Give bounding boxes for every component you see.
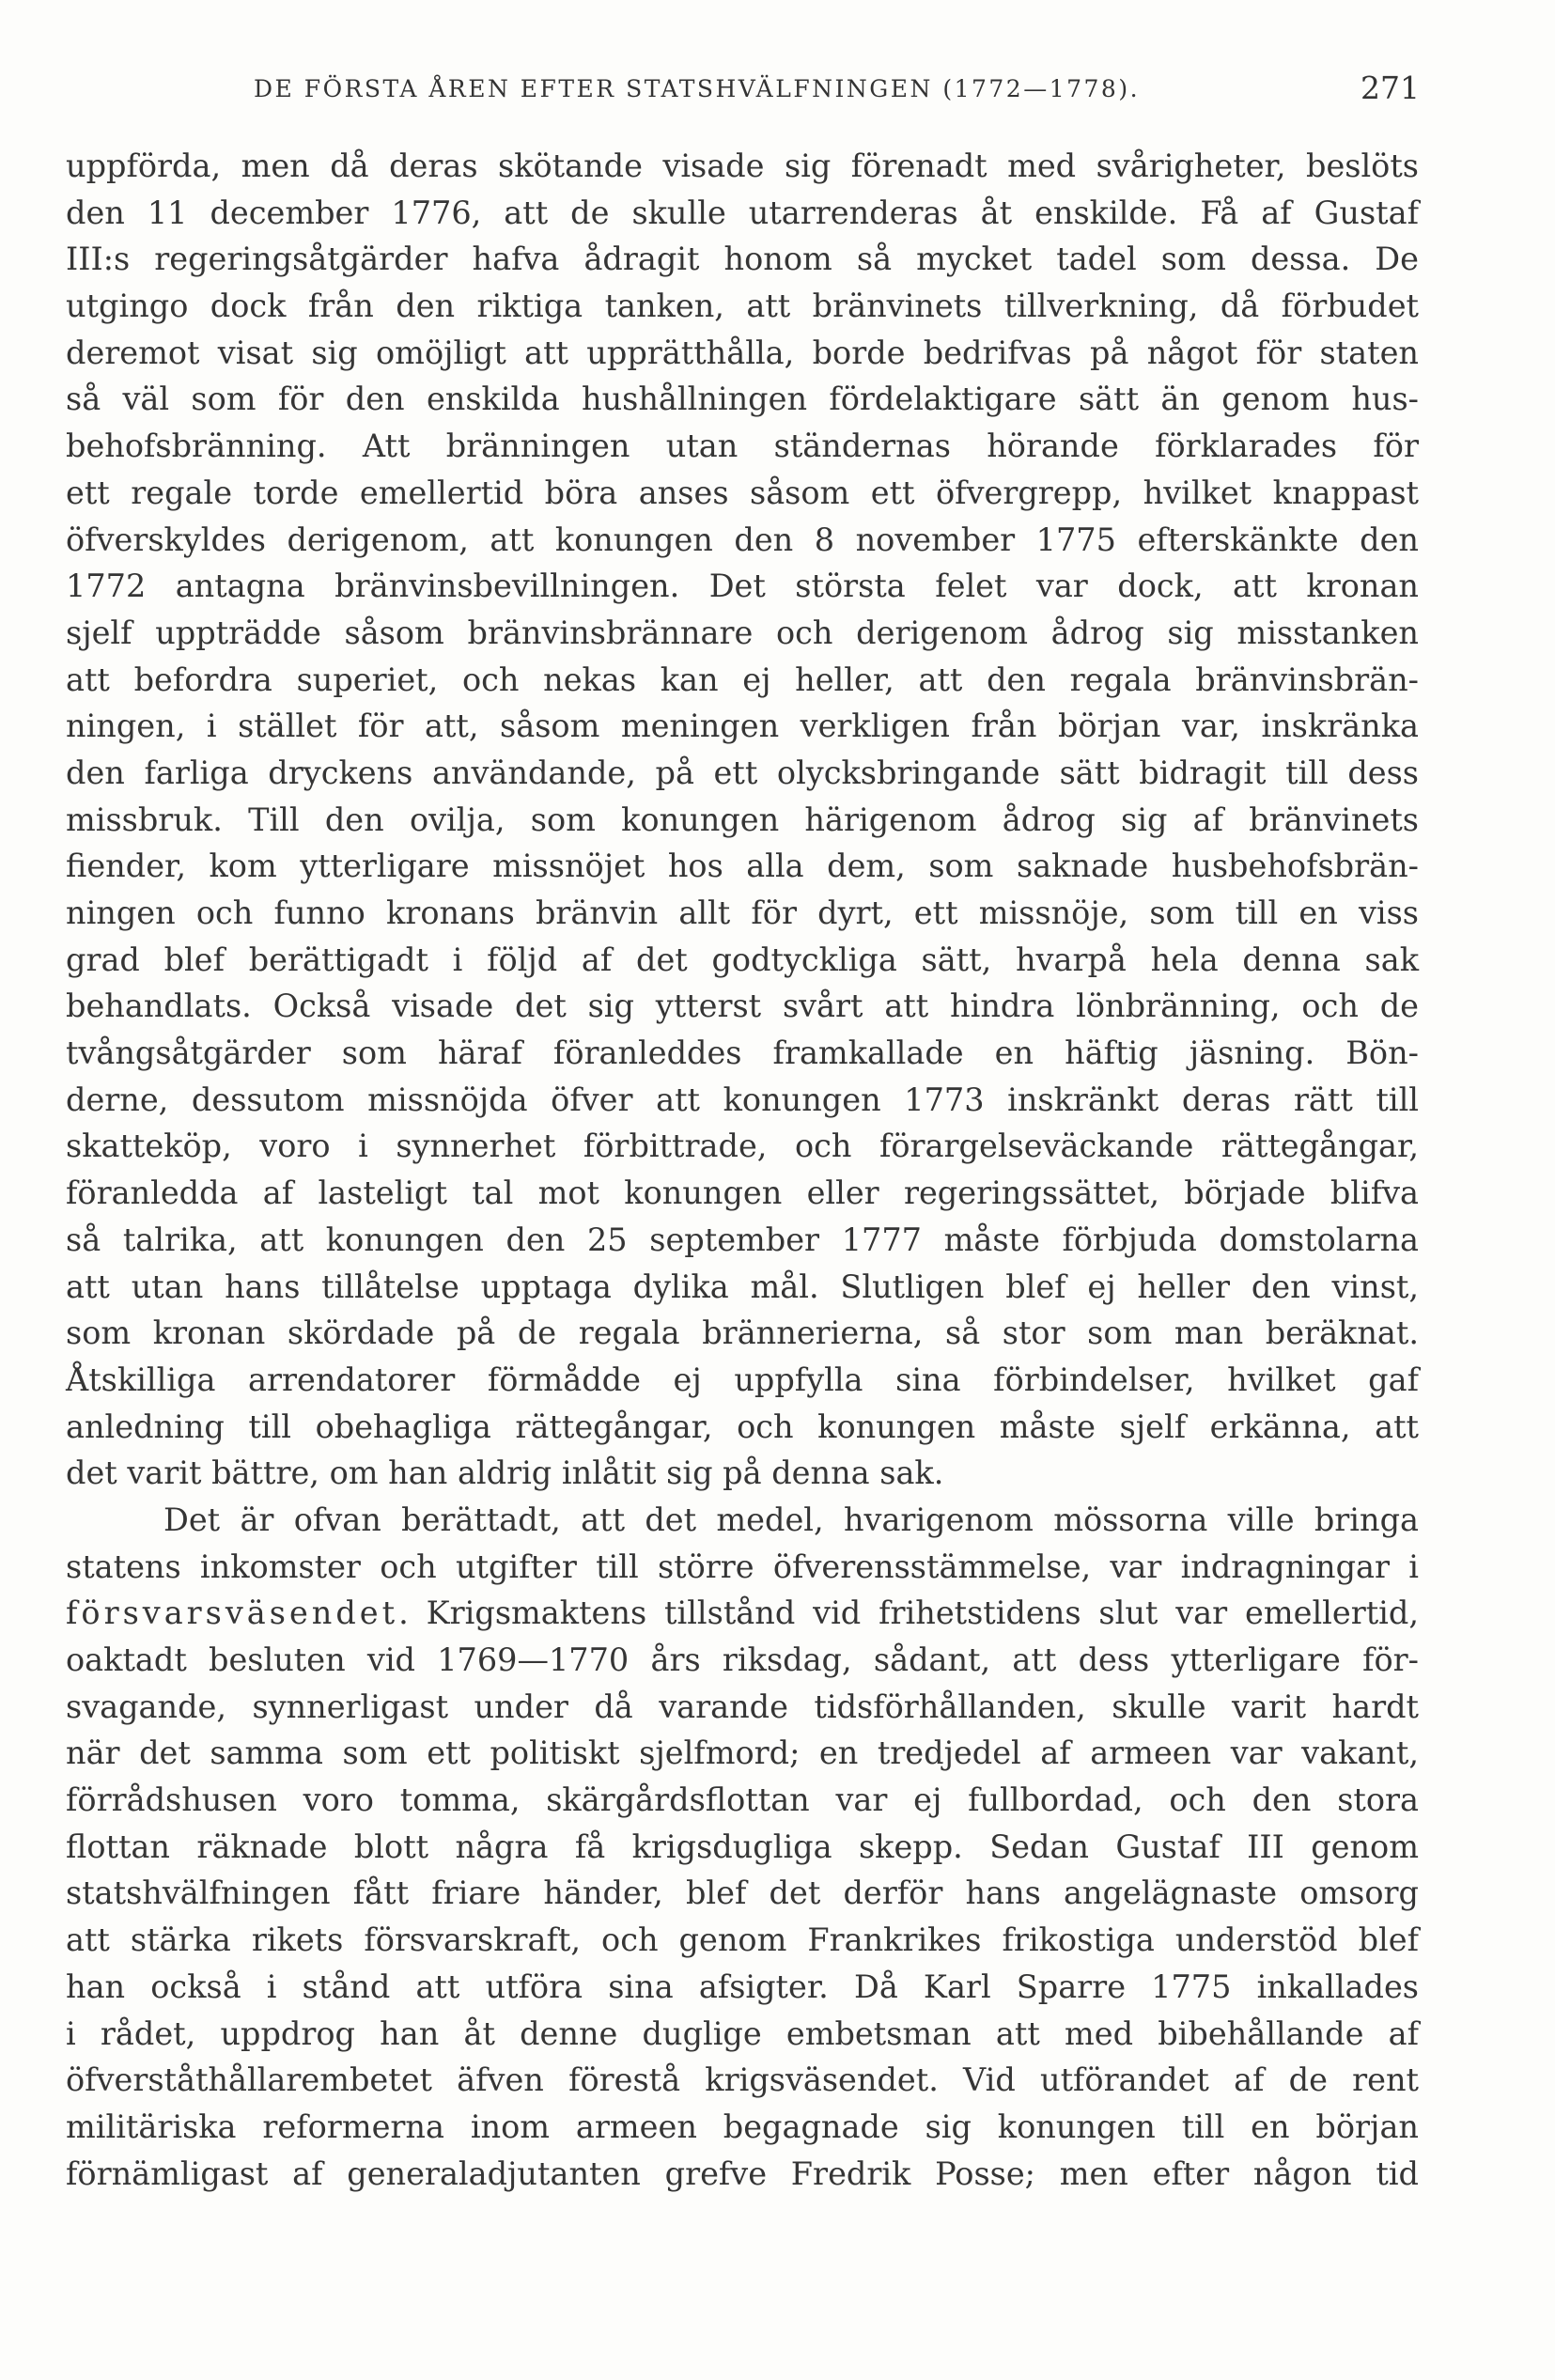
text-line: öfverskyldes derigenom, att konungen den 8 november 1775 efterskänkte den [66,521,1419,558]
text-line: statens inkomster och utgifter till större öfverensstämmelse, var indragningar i [66,1548,1419,1585]
text-line: så talrika, att konungen den 25 september 1777 måste förbjuda domstolarna [66,1221,1419,1258]
text-line: anledning till obehagliga rättegångar, och konungen måste sjelf erkänna, att [66,1408,1419,1445]
text-line: missbruk. Till den ovilja, som konungen härigenom ådrog sig af bränvinets [66,801,1419,838]
text-line: utgingo dock från den riktiga tanken, att bränvinets tillverkning, då förbudet [66,288,1419,325]
text-line: deremot visat sig omöjligt att upprätthålla, borde bedrifvas på något för staten [66,334,1419,371]
text-line: militäriska reformerna inom armeen begagnade sig konungen till en början [66,2108,1419,2145]
running-title: DE FÖRSTA ÅREN EFTER STATSHVÄLFNINGEN (1772—1778). [254,75,1141,102]
text-line: Åtskilliga arrendatorer förmådde ej uppfylla sina förbindelser, hvilket gaf [66,1361,1419,1398]
text-line: att stärka rikets försvarskraft, och genom Frankrikes frikostiga understöd blef [66,1921,1419,1959]
text-line: statshvälfningen fått friare händer, blef det derför hans angelägnaste omsorg [66,1874,1419,1912]
emphasized-term: försvarsväsendet [66,1594,399,1632]
text-line: ningen och funno kronans bränvin allt för dyrt, ett missnöje, som till en viss [66,894,1419,931]
text-line: behofsbränning. Att bränningen utan ständernas hörande förklarades för [66,428,1419,465]
text-line: tvångsåtgärder som häraf föranleddes framkallade en häftig jäsning. Bön- [66,1034,1419,1072]
text-line: den 11 december 1776, att de skulle utarrenderas åt enskilde. Få af Gustaf [66,194,1419,231]
text-line: oaktadt besluten vid 1769—1770 års riksdag, sådant, att dess ytterligare för- [66,1641,1419,1678]
text-line: grad blef berättigadt i följd af det godtyckliga sätt, hvarpå hela denna sak [66,941,1419,978]
text-line: att utan hans tillåtelse upptaga dylika mål. Slutligen blef ej heller den vinst, [66,1268,1419,1305]
text-line: öfverståthållarembetet äfven förestå krigsväsendet. Vid utförandet af de rent [66,2061,1419,2099]
text-line: skatteköp, voro i synnerhet förbittrade, och förargelseväckande rättegångar, [66,1128,1419,1165]
running-head [66,62,1419,118]
text-line: uppförda, men då deras skötande visade sig förenadt med svårigheter, beslöts [66,148,1419,184]
paragraph-end-line: det varit bättre, om han aldrig inlåtit sig på denna sak. [66,1454,944,1492]
text-line: som kronan skördade på de regala brännerierna, så stor som man beräknat. [66,1314,1419,1352]
text-line: föranledda af lasteligt tal mot konungen eller regeringssättet, började blifva [66,1174,1419,1212]
text-line [66,1590,1419,1637]
text-line: i rådet, uppdrog han åt denne duglige embetsman att med bibehållande af [66,2014,1419,2052]
page-number: 271 [1361,70,1420,106]
text-line: ett regale torde emellertid böra anses såsom ett öfvergrepp, hvilket knappast [66,474,1419,511]
text-line: behandlats. Också visade det sig ytterst svårt att hindra lönbränning, och de [66,988,1419,1025]
text-line: förrådshusen voro tomma, skärgårdsflottan var ej fullbordad, och den stora [66,1781,1419,1819]
text-line: sjelf uppträdde såsom bränvinsbrännare och derigenom ådrog sig misstanken [66,614,1419,651]
text-line-continuation: . Krigsmaktens tillstånd vid frihetstidens slut var emellertid, [398,1594,1419,1632]
text-line: svagande, synnerligast under då varande tidsförhållanden, skulle varit hardt [66,1688,1419,1725]
text-line: så väl som för den enskilda hushållningen fördelaktigare sätt än genom hus- [66,381,1419,418]
text-line: ningen, i stället för att, såsom meningen verkligen från början var, inskränka [66,708,1419,745]
text-line: 1772 antagna bränvinsbevillningen. Det största felet var dock, att kronan [66,568,1419,605]
text-line: att befordra superiet, och nekas kan ej heller, att den regala bränvinsbrän- [66,661,1419,698]
text-line: förnämligast af generaladjutanten grefve Fredrik Posse; men efter någon tid [66,2154,1419,2192]
text-line: derne, dessutom missnöjda öfver att konungen 1773 inskränkt deras rätt till [66,1081,1419,1118]
text-line: han också i stånd att utföra sina afsigter. Då Karl Sparre 1775 inkallades [66,1968,1419,2005]
text-line: III:s regeringsåtgärder hafva ådragit honom så mycket tadel som dessa. De [66,241,1419,278]
body-text [66,143,1419,2197]
paragraph-start-line: Det är ofvan berättadt, att det medel, hvarigenom mössorna ville bringa [163,1501,1419,1538]
text-line: när det samma som ett politiskt sjelfmord; en tredjedel af armeen var vakant, [66,1734,1419,1772]
text-line: fiender, kom ytterligare missnöjet hos alla dem, som saknade husbehofsbrän- [66,848,1419,885]
text-line: flottan räknade blott några få krigsdugliga skepp. Sedan Gustaf III genom [66,1828,1419,1865]
text-line: den farliga dryckens användande, på ett olycksbringande sätt bidragit till dess [66,754,1419,791]
